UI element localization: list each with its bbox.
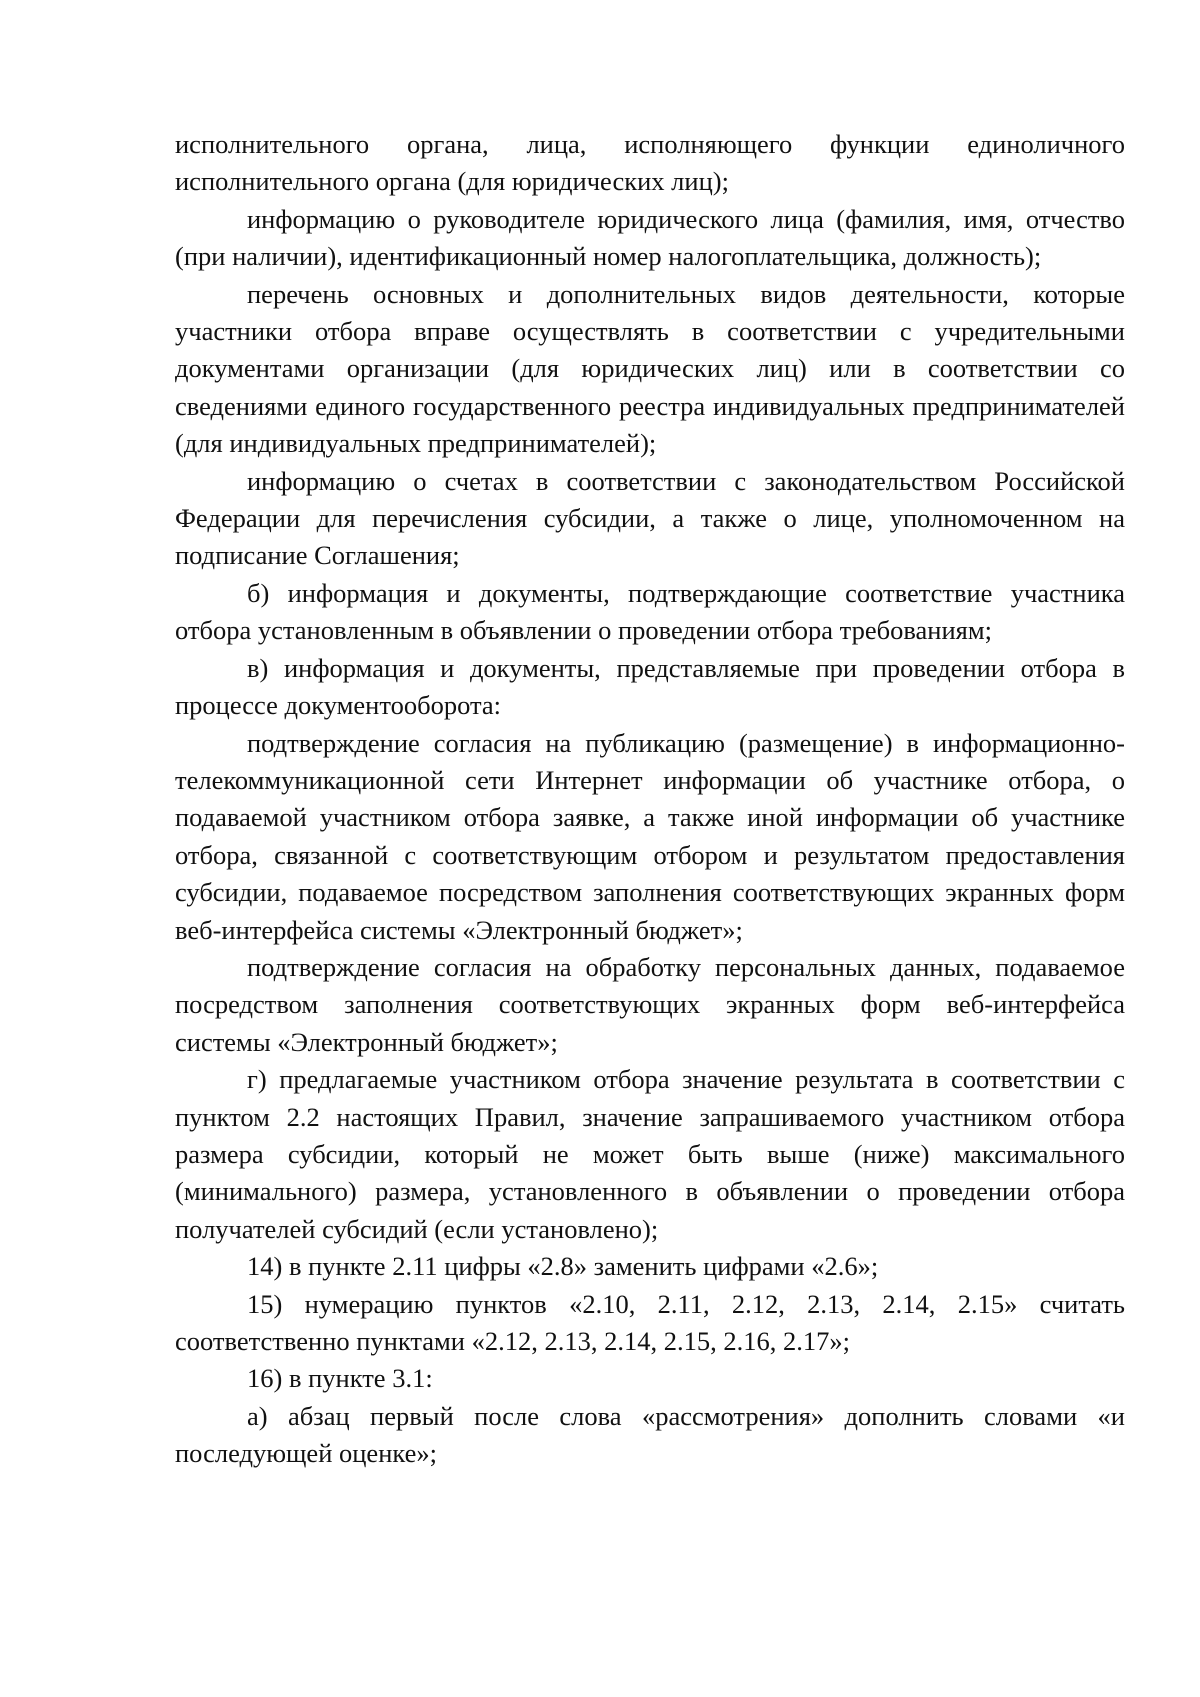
paragraph: информацию о руководителе юридического лица (фамилия, имя, отчество (при наличии), идентификационный номер налогоплательщика, должность);: [175, 203, 1125, 272]
paragraph: 15) нумерацию пунктов «2.10, 2.11, 2.12, 2.13, 2.14, 2.15» считать соответственно пунктами «2.12, 2.13, 2.14, 2.15, 2.16, 2.17»;: [175, 1288, 1125, 1356]
paragraph: а) абзац первый после слова «рассмотрения» дополнить словами «и последующей оценке»;: [175, 1400, 1125, 1469]
paragraph: г) предлагаемые участником отбора значение результата в соответствии с пунктом 2.2 настоящих Правил, значение запрашиваемого участником отбора размера субсидии, который не может быть выше (ниже) максимального (минимального) размера, установленного в объявлении о проведении отбора получателей субсидий (если установлено);: [175, 1064, 1125, 1244]
paragraph: 14) в пункте 2.11 цифры «2.8» заменить цифрами «2.6»;: [247, 1251, 879, 1282]
paragraph: перечень основных и дополнительных видов деятельности, которые участники отбора вправе осуществлять в соответствии с учредительными документами организации (для юридических лиц) или в соответствии со сведениями единого государственного реестра индивидуальных предпринимателей (для индивидуальных предпринимателей);: [175, 278, 1125, 459]
paragraph: подтверждение согласия на обработку персональных данных, подаваемое посредством заполнения соответствующих экранных форм веб-интерфейса системы «Электронный бюджет»;: [175, 951, 1125, 1057]
paragraph: в) информация и документы, представляемые при проведении отбора в процессе документооборота:: [175, 652, 1125, 721]
paragraph: подтверждение согласия на публикацию (размещение) в информационно-телекоммуникационной сети Интернет информации об участнике отбора, о подаваемой участником отбора заявке, а также иной информации об участнике отбора, связанной с соответствующим отбором и результатом предоставления субсидии, подаваемое посредством заполнения соответствующих экранных форм веб-интерфейса системы «Электронный бюджет»;: [175, 727, 1125, 945]
paragraph: 16) в пункте 3.1:: [247, 1363, 433, 1394]
document-page: [175, 126, 1125, 1473]
paragraph: информацию о счетах в соответствии с законодательством Российской Федерации для перечисления субсидии, а также о лице, уполномоченном на подписание Соглашения;: [175, 465, 1125, 571]
paragraph: б) информация и документы, подтверждающие соответствие участника отбора установленным в объявлении о проведении отбора требованиям;: [175, 577, 1125, 646]
paragraph: исполнительного органа, лица, исполняющего функции единоличного исполнительного органа (для юридических лиц);: [175, 129, 1125, 197]
